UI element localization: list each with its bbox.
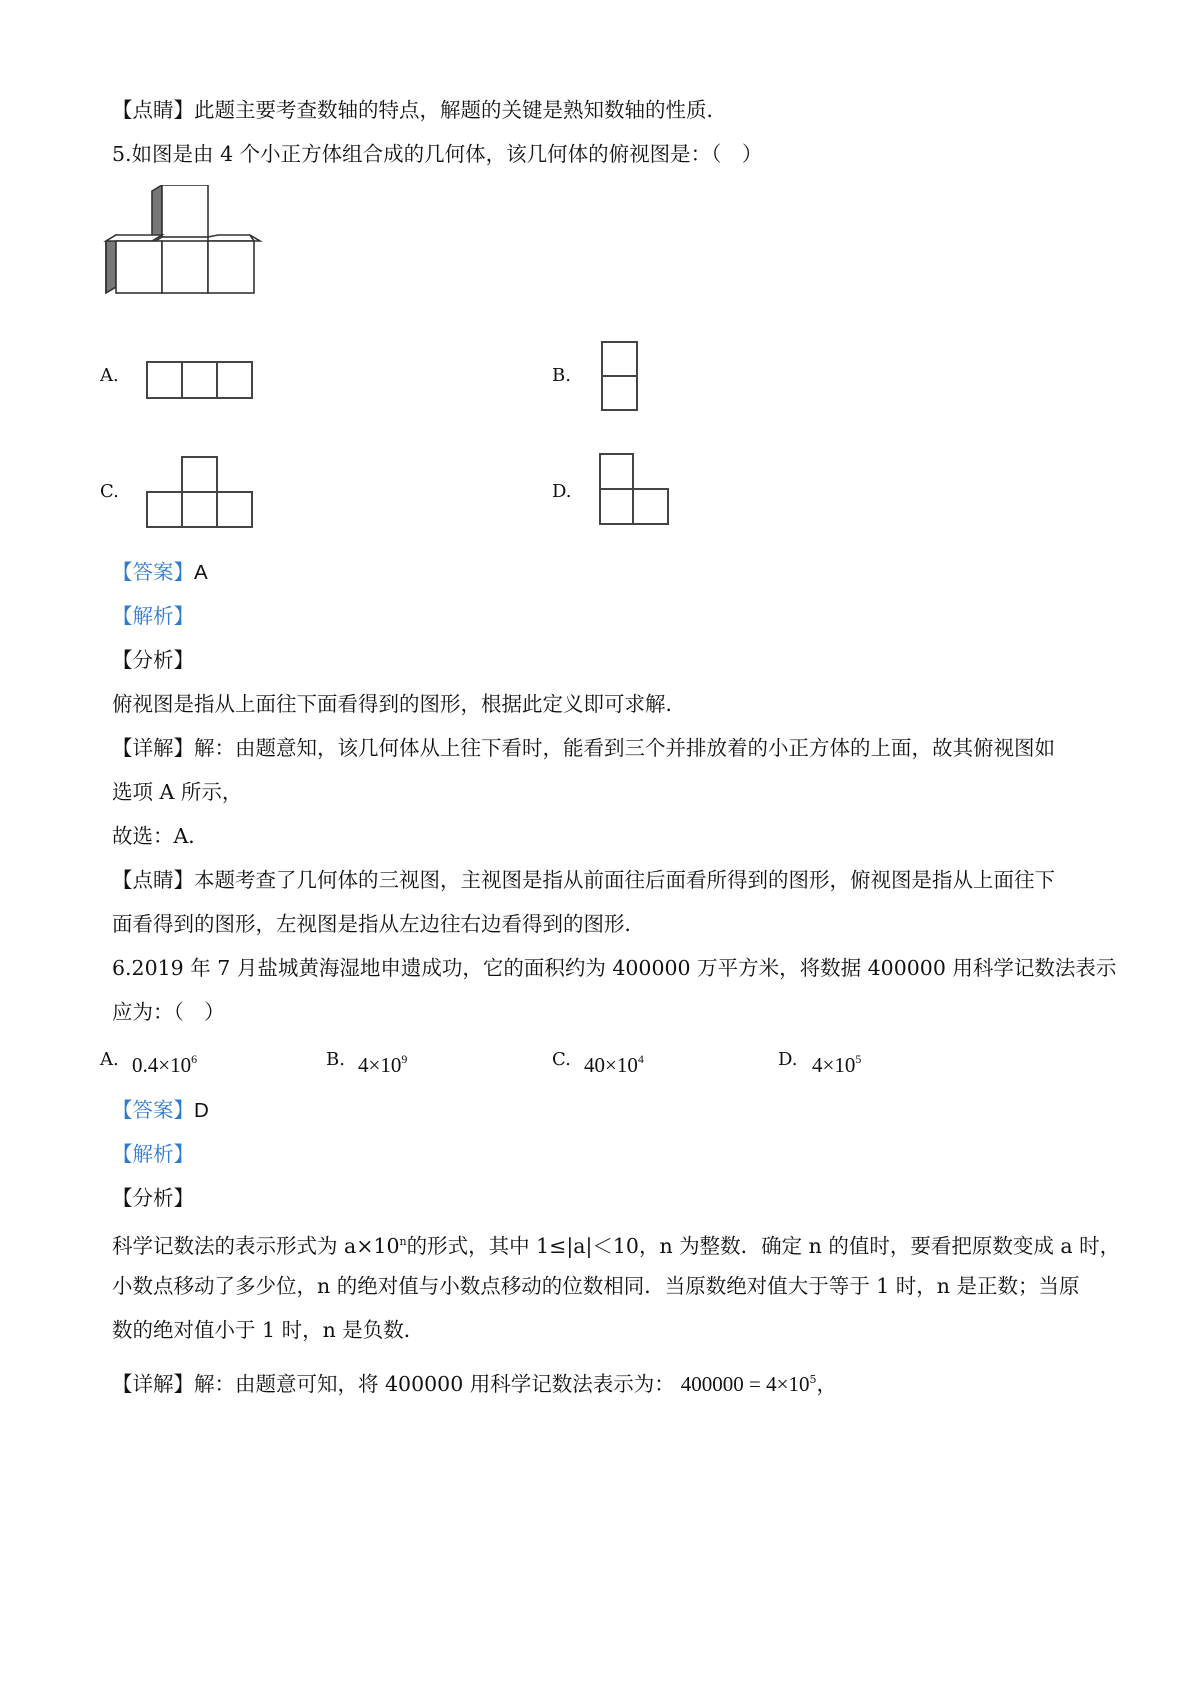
q6-jiexi: 【解析】 — [112, 1142, 194, 1166]
q6-option-c-label: C. — [552, 1049, 571, 1070]
q5-option-c-label: C. — [100, 481, 119, 502]
q6-option-c-value — [584, 1046, 644, 1078]
q6-option-a-exp: 6 — [191, 1052, 198, 1066]
q5-cube-figure — [100, 185, 270, 300]
q5-option-d-figure — [598, 452, 670, 526]
q6-option-c-base: 40×10 — [584, 1053, 638, 1077]
q5-stem: 5.如图是由 4 个小正方体组合成的几何体，该几何体的俯视图是：（ ） — [112, 142, 763, 166]
q6-option-d-value — [812, 1046, 861, 1078]
q6-xiangjie-tail: ， — [816, 1372, 837, 1396]
q5-xiangjie-line2: 选项 A 所示， — [112, 780, 243, 804]
q5-option-d-label: D. — [552, 481, 572, 502]
q5-guxuan: 故选：A． — [112, 824, 209, 848]
q5-answer-value: A — [194, 561, 208, 584]
q6-fenxi-line1 — [112, 1228, 1120, 1260]
q6-fenxi-line1-a: 科学记数法的表示形式为 a×10 — [112, 1234, 400, 1258]
q6-answer-value: D — [194, 1099, 209, 1122]
q5-answer — [112, 558, 208, 587]
q6-fenxi-line1-b: 的形式，其中 1≤|a|＜10，n 为整数．确定 n 的值时，要看把原数变成 a 时， — [406, 1234, 1121, 1258]
q6-option-d-exp: 5 — [855, 1052, 862, 1066]
q6-xiangjie-text: 【详解】解：由题意可知，将 400000 用科学记数法表示为： — [112, 1372, 675, 1396]
q5-dianjing-line1: 【点睛】本题考查了几何体的三视图，主视图是指从前面往后面看所得到的图形，俯视图是指从上面往下 — [112, 868, 1055, 892]
q5-option-b-figure — [600, 340, 640, 412]
q6-option-b-label: B. — [326, 1049, 345, 1070]
q6-option-a-base: 0.4×10 — [132, 1053, 192, 1077]
q6-option-d-base: 4×10 — [812, 1053, 856, 1077]
q5-option-a-figure — [146, 360, 254, 400]
q6-stem-line2: 应为：（ ） — [112, 1000, 225, 1024]
q6-option-a-value — [132, 1046, 197, 1078]
q6-answer-tag: 【答案】 — [112, 1098, 194, 1122]
q6-option-a-label: A. — [100, 1049, 119, 1070]
q6-option-d-label: D. — [778, 1049, 798, 1070]
q6-option-b-value — [358, 1046, 407, 1078]
q5-option-a-label: A. — [100, 365, 119, 386]
q5-dianjing-line2: 面看得到的图形，左视图是指从左边往右边看得到的图形． — [112, 912, 645, 936]
prev-dianjing: 【点睛】此题主要考查数轴的特点，解题的关键是熟知数轴的性质． — [112, 98, 727, 122]
q6-option-b-base: 4×10 — [358, 1053, 402, 1077]
q5-option-c-figure — [146, 455, 254, 529]
q6-fenxi-line3: 数的绝对值小于 1 时，n 是负数． — [112, 1318, 425, 1342]
q6-stem-line1: 6.2019 年 7 月盐城黄海湿地申遗成功，它的面积约为 400000 万平方米，将数据 400000 用科学记数法表示 — [112, 956, 1117, 980]
q5-fenxi-text: 俯视图是指从上面往下面看得到的图形，根据此定义即可求解． — [112, 692, 686, 716]
q6-option-c-exp: 4 — [637, 1052, 644, 1066]
q6-fenxi-line1-sup: n — [399, 1235, 407, 1248]
q5-xiangjie-line1: 【详解】解：由题意知，该几何体从上往下看时，能看到三个并排放着的小正方体的上面，故其俯视图如 — [112, 736, 1055, 760]
q6-xiangjie — [112, 1366, 837, 1398]
q6-xiangjie-math: 400000 = 4×10 — [680, 1372, 810, 1396]
q5-answer-tag: 【答案】 — [112, 560, 194, 584]
q6-answer — [112, 1096, 209, 1125]
q6-option-b-exp: 9 — [401, 1052, 408, 1066]
q6-xiangjie-exp: 5 — [809, 1373, 817, 1386]
q6-fenxi-line2: 小数点移动了多少位，n 的绝对值与小数点移动的位数相同．当原数绝对值大于等于 1 时，n 是正数；当原 — [112, 1274, 1080, 1298]
q6-fenxi-tag: 【分析】 — [112, 1186, 194, 1210]
q5-fenxi-tag: 【分析】 — [112, 648, 194, 672]
q5-option-b-label: B. — [552, 365, 571, 386]
q5-jiexi: 【解析】 — [112, 604, 194, 628]
